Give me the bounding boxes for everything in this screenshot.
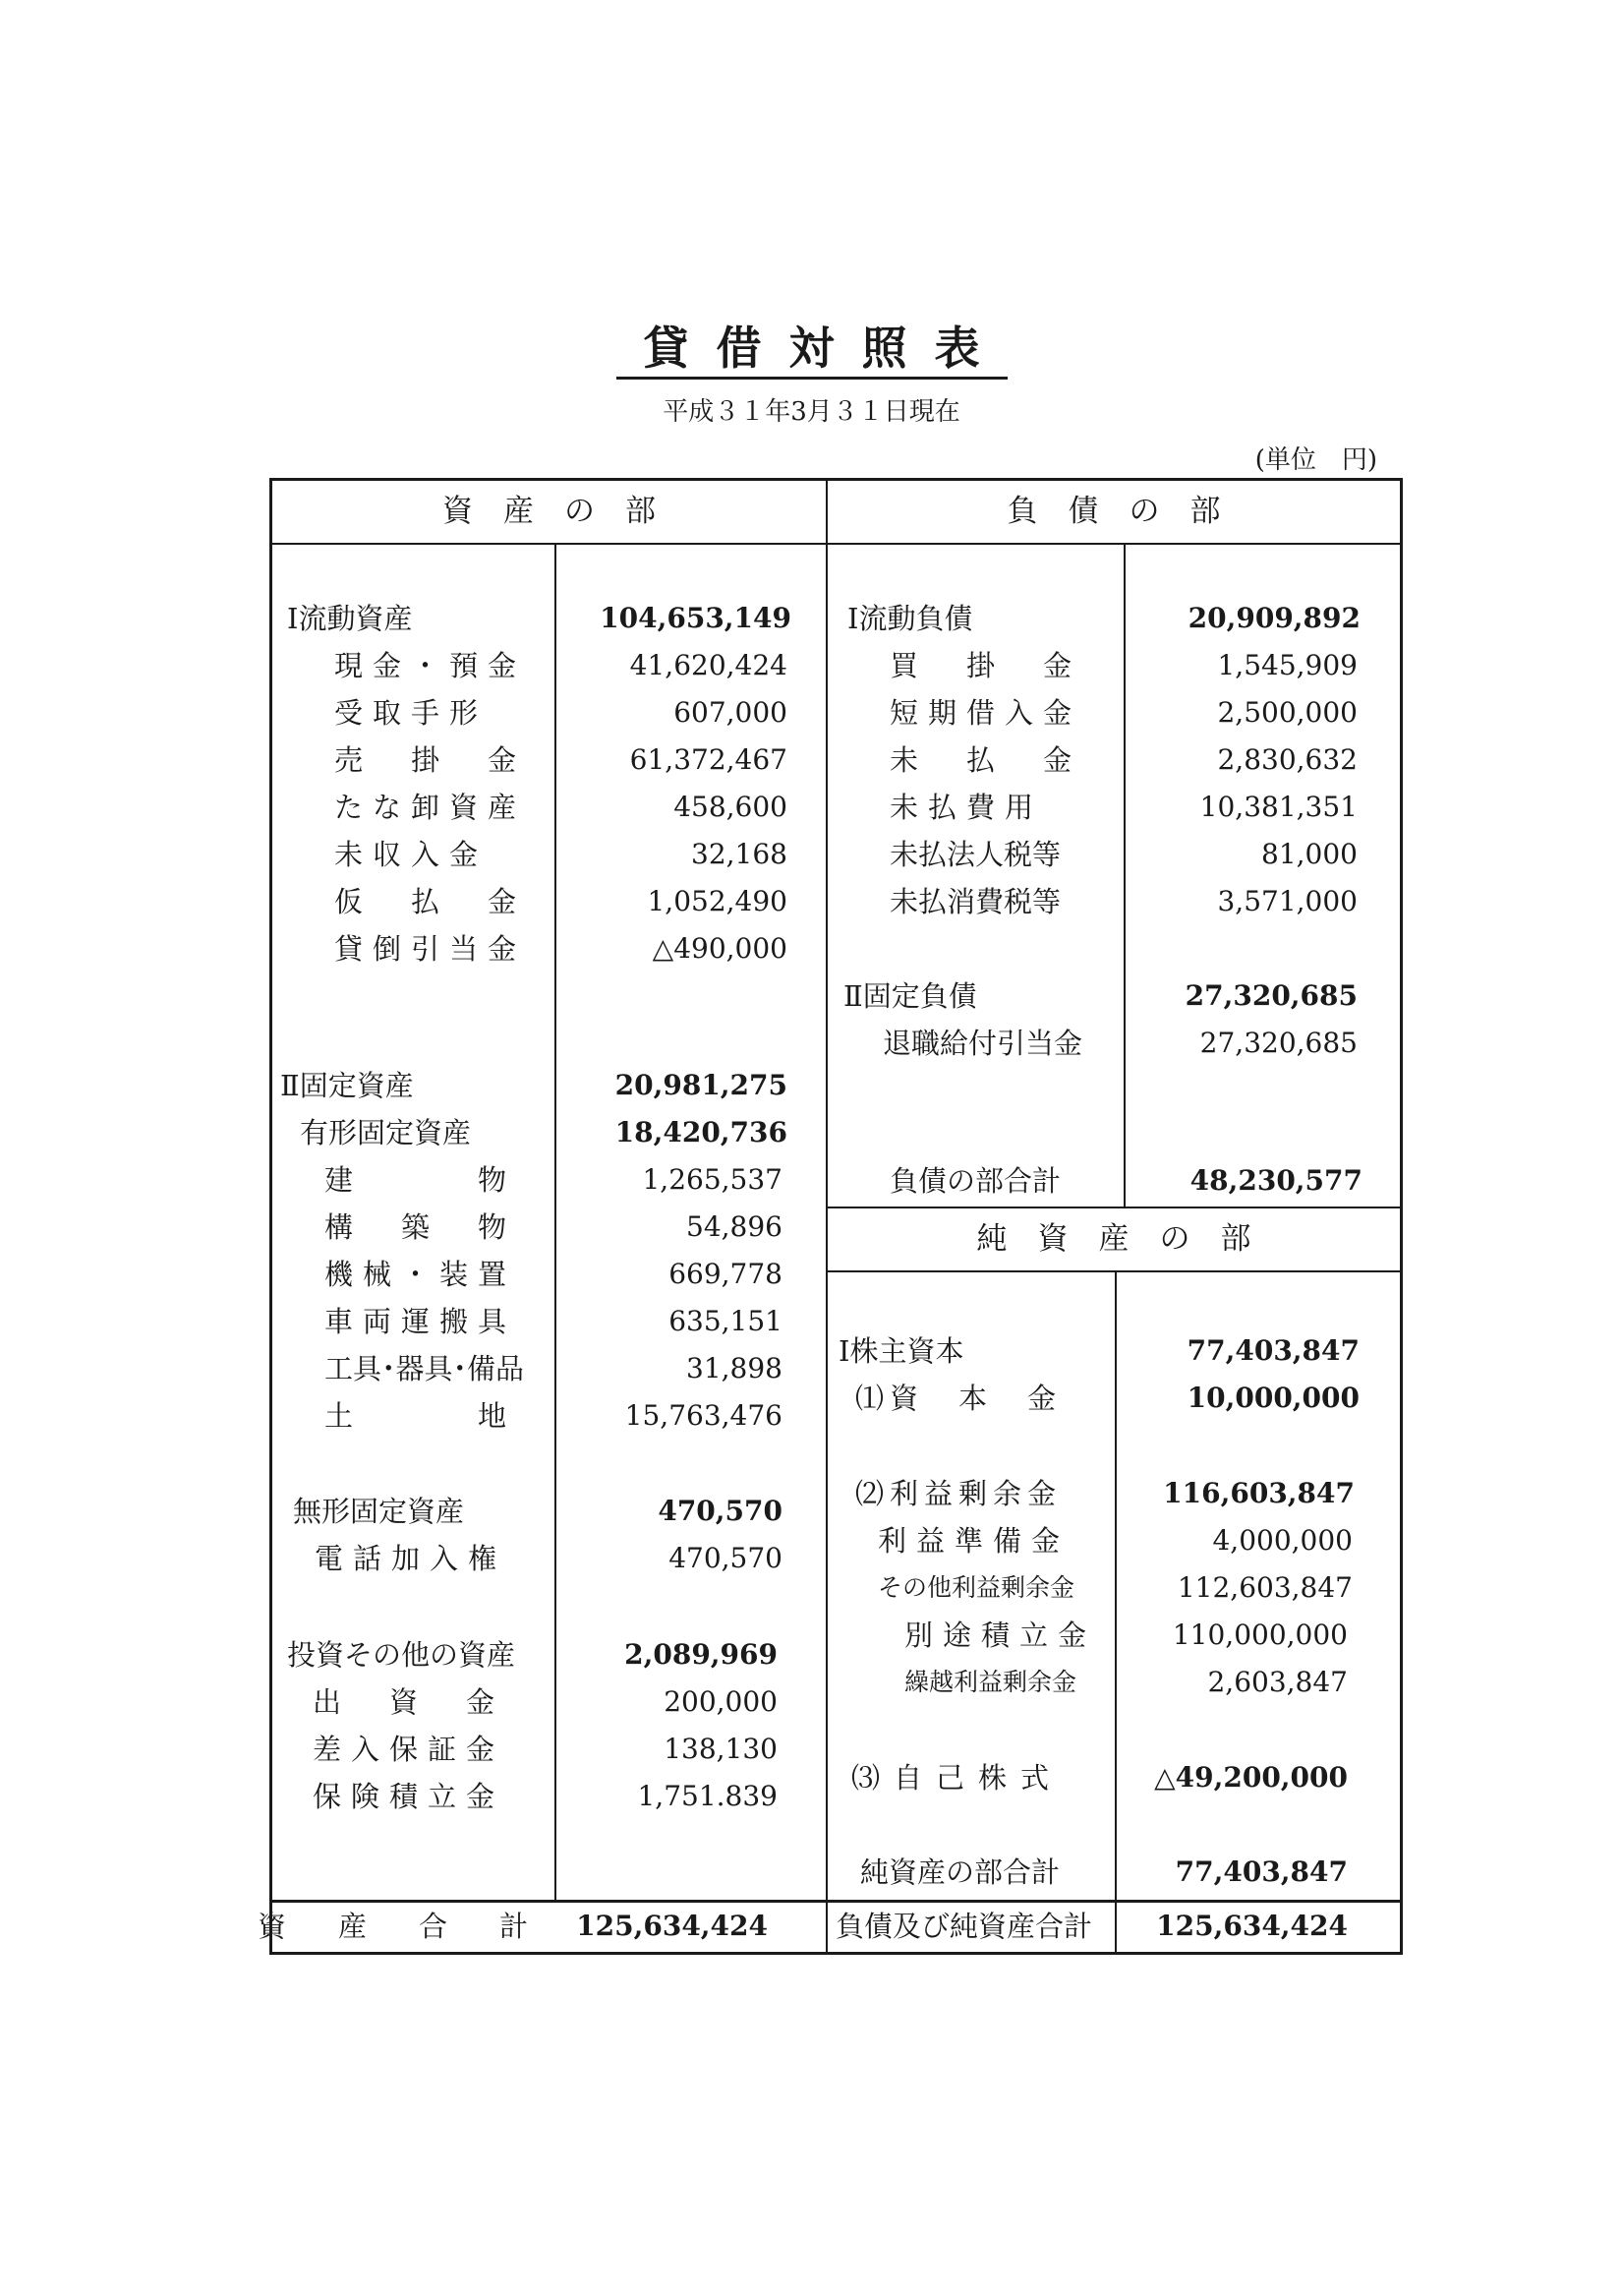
capital-value: 10,000,000 [1187, 1382, 1360, 1414]
net-assets-header: 純 資 産 の 部 [976, 1221, 1251, 1257]
asset-item-value: 1,751.839 [637, 1780, 778, 1812]
tangible-assets-value: 18,420,736 [614, 1116, 787, 1148]
asset-item-value: 1,052,490 [647, 885, 787, 917]
investments-label: 投資その他の資産 [287, 1638, 516, 1672]
asset-item-value: 669,778 [668, 1258, 783, 1290]
asset-item-value: 15,763,476 [624, 1399, 783, 1432]
liabilities-value-divider [1124, 543, 1126, 1207]
liability-item-label: 未払消費税等 [890, 885, 1062, 918]
table-top-border [269, 478, 1403, 481]
assets-total-label: 資 産 合 計 [258, 1910, 541, 1943]
asset-item-value: 470,570 [668, 1542, 783, 1574]
liability-item-value: 27,320,685 [1199, 1027, 1358, 1059]
current-assets-value: 104,653,149 [600, 602, 791, 634]
liability-item-label: 退職給付引当金 [883, 1027, 1083, 1060]
net-asset-item-label: 別途積立金 [904, 1619, 1097, 1652]
current-liabilities-value: 20,909,892 [1188, 602, 1361, 634]
asset-item-label: 車両運搬具 [324, 1305, 517, 1338]
asset-item-value: 54,896 [686, 1210, 783, 1243]
liability-item-value: 10,381,351 [1199, 791, 1358, 823]
asset-item-label: 構 築 物 [324, 1210, 517, 1244]
asset-item-value: 138,130 [664, 1733, 778, 1765]
fixed-liabilities-label: Ⅱ固定負債 [843, 979, 977, 1013]
asset-item-value: 1,265,537 [642, 1163, 783, 1196]
liabilities-total-value: 48,230,577 [1189, 1164, 1362, 1197]
retained-earnings-label: ⑵利益剰余金 [855, 1477, 1063, 1510]
grand-total-value: 125,634,424 [1156, 1910, 1348, 1942]
asset-item-label: 工具･器具･備品 [324, 1352, 525, 1385]
assets-total-value: 125,634,424 [576, 1910, 768, 1942]
shareholders-equity-label: Ⅰ株主資本 [839, 1334, 964, 1368]
net-assets-value-divider [1115, 1270, 1117, 1954]
liability-item-value: 2,500,000 [1217, 696, 1358, 729]
liabilities-total-label: 負債の部合計 [890, 1164, 1062, 1198]
net-asset-item-label: 繰越利益剰余金 [904, 1668, 1077, 1696]
net-asset-item-value: 112,603,847 [1177, 1571, 1353, 1604]
current-liabilities-label: Ⅰ流動負債 [847, 602, 973, 635]
net-assets-total-value: 77,403,847 [1175, 1855, 1348, 1888]
intangible-assets-value: 470,570 [658, 1495, 783, 1527]
net-asset-item-label: その他利益剰余金 [878, 1573, 1075, 1602]
shareholders-equity-value: 77,403,847 [1187, 1334, 1360, 1367]
asset-item-value: 458,600 [673, 791, 787, 823]
assets-value-divider [554, 543, 556, 1902]
table-left-border [269, 478, 272, 1955]
asset-item-label: 未収入金 [334, 838, 489, 871]
liability-item-value: 1,545,909 [1217, 649, 1358, 681]
net-asset-item-value: 4,000,000 [1212, 1524, 1353, 1557]
tangible-assets-label: 有形固定資産 [300, 1116, 472, 1149]
liability-item-value: 3,571,000 [1217, 885, 1358, 917]
liability-item-label: 未 払 金 [890, 743, 1082, 777]
table-right-border [1400, 478, 1403, 1955]
asset-item-label: 機械・装置 [324, 1258, 517, 1291]
retained-earnings-value: 116,603,847 [1163, 1477, 1355, 1509]
asset-item-value: 61,372,467 [629, 743, 787, 776]
asset-item-value: 32,168 [691, 838, 787, 870]
asset-item-label: 土 地 [324, 1399, 517, 1433]
asset-item-value: △490,000 [652, 932, 787, 965]
asset-item-label: 出 資 金 [313, 1685, 505, 1719]
table-bottom-border [269, 1952, 1403, 1955]
liability-item-label: 未払法人税等 [890, 838, 1062, 871]
asset-item-label: 保険積立金 [313, 1780, 505, 1813]
investments-value: 2,089,969 [624, 1638, 778, 1671]
total-row-divider [269, 1900, 1403, 1903]
fixed-assets-label: Ⅱ固定資産 [280, 1069, 414, 1102]
current-assets-label: Ⅰ流動資産 [287, 602, 413, 635]
assets-header: 資 産 の 部 [442, 494, 656, 529]
asset-item-label: 仮 払 金 [334, 885, 527, 918]
treasury-stock-value: △49,200,000 [1154, 1761, 1348, 1794]
fixed-assets-value: 20,981,275 [614, 1069, 787, 1101]
page-title: 貸借対照表 [0, 313, 1623, 378]
liability-item-value: 2,830,632 [1217, 743, 1358, 776]
center-divider [826, 478, 828, 1955]
asset-item-label: たな卸資産 [334, 791, 527, 824]
asset-item-label: 現金・預金 [334, 649, 527, 682]
asset-item-value: 607,000 [673, 696, 787, 729]
net-asset-item-value: 110,000,000 [1172, 1619, 1348, 1651]
asset-item-label: 差入保証金 [313, 1733, 505, 1766]
header-divider [269, 543, 1403, 545]
liability-item-value: 81,000 [1261, 838, 1358, 870]
asset-item-value: 41,620,424 [629, 649, 787, 681]
net-asset-item-value: 2,603,847 [1207, 1666, 1348, 1698]
treasury-stock-label: ⑶自己株式 [851, 1761, 1064, 1795]
asset-item-value: 635,151 [668, 1305, 783, 1337]
intangible-assets-label: 無形固定資産 [293, 1495, 465, 1528]
unit-label: (単位 円) [1254, 445, 1377, 475]
asset-item-label: 貸倒引当金 [334, 932, 527, 966]
asset-item-label: 売 掛 金 [334, 743, 527, 777]
asset-item-value: 31,898 [686, 1352, 783, 1384]
asset-item-label: 電話加入権 [315, 1542, 507, 1575]
as-of-date: 平成３１年3月３１日現在 [663, 397, 960, 427]
liability-item-label: 短期借入金 [890, 696, 1082, 730]
liability-item-label: 未払費用 [890, 791, 1044, 824]
grand-total-label: 負債及び純資産合計 [836, 1910, 1093, 1943]
capital-label: ⑴資 本 金 [855, 1382, 1063, 1415]
fixed-liabilities-value: 27,320,685 [1185, 979, 1358, 1012]
asset-item-value: 200,000 [664, 1685, 778, 1718]
liabilities-header: 負 債 の 部 [1007, 494, 1221, 529]
asset-item-label: 建 物 [324, 1163, 517, 1197]
asset-item-label: 受取手形 [334, 696, 489, 730]
net-asset-item-label: 利益準備金 [878, 1524, 1071, 1558]
net-assets-total-label: 純資産の部合計 [860, 1855, 1061, 1889]
liability-item-label: 買 掛 金 [890, 649, 1082, 682]
net-assets-header-top [826, 1207, 1403, 1208]
